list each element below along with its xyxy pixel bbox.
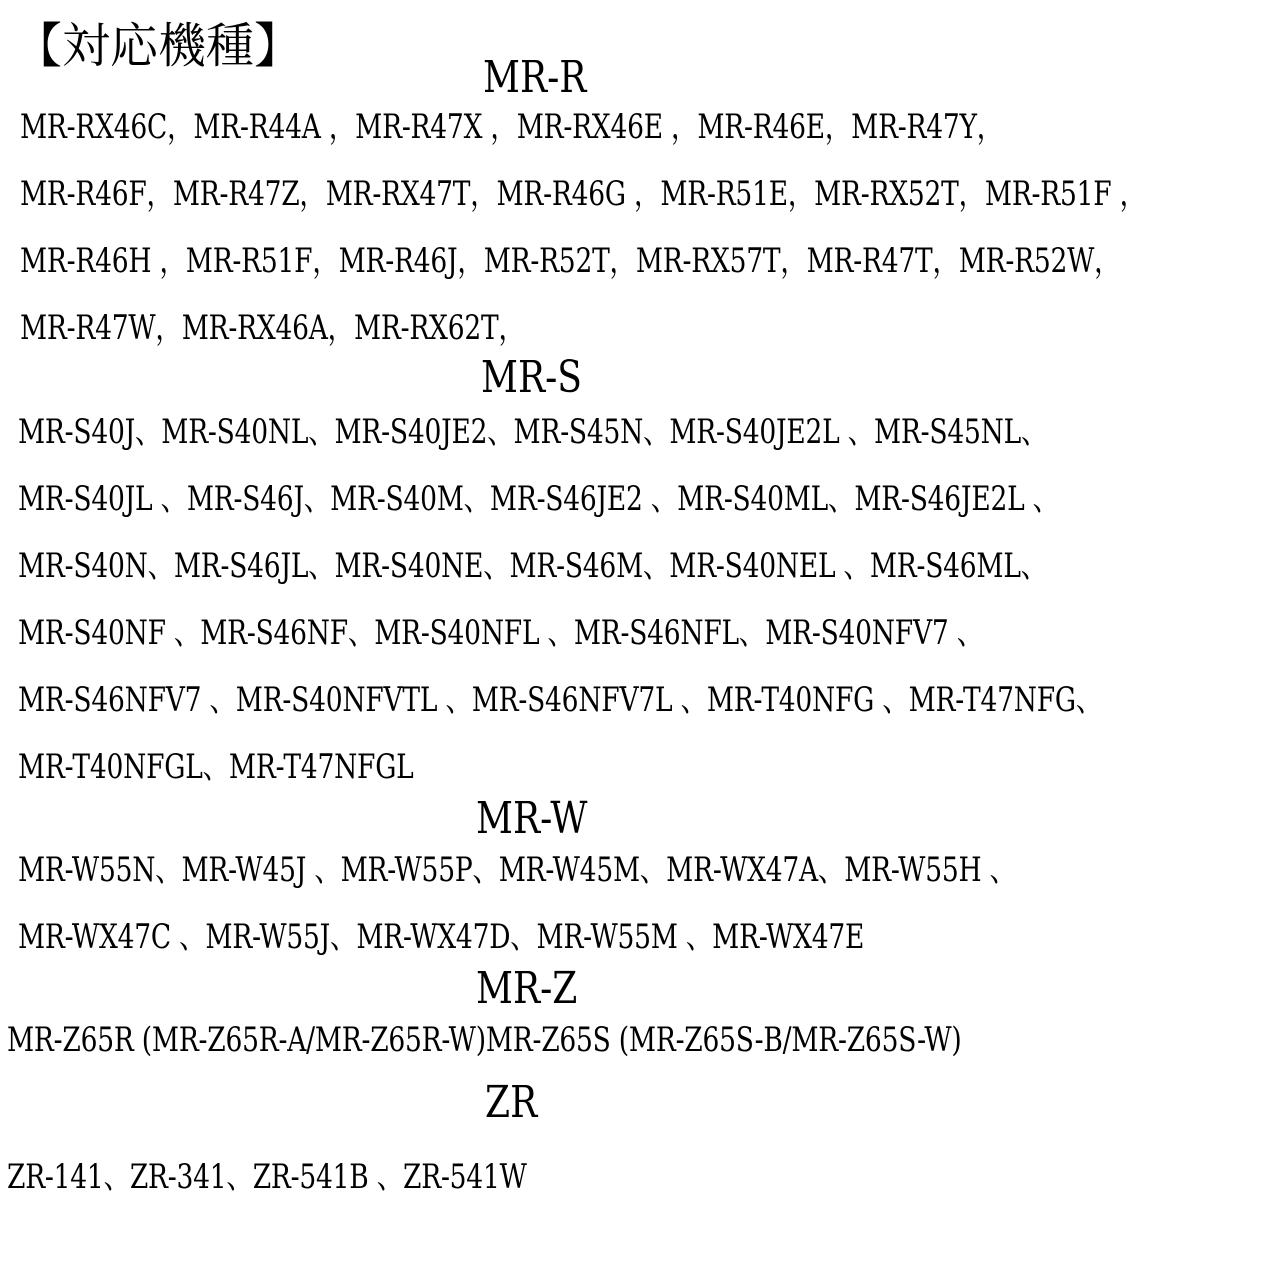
model-line: MR-R46H ，MR-R51F，MR-R46J，MR-R52T，MR-RX57T，MR-R47T，MR-R52W， (20, 241, 1121, 281)
model-line: MR-RX46C，MR-R44A ，MR-R47X ，MR-RX46E ，MR-R46E，MR-R47Y， (20, 107, 1004, 147)
model-line: MR-Z65R (MR-Z65R-A/MR-Z65R-W)MR-Z65S (MR-Z65S-B/MR-Z65S-W) (7, 1020, 962, 1060)
model-line: MR-S40N、MR-S46JL、MR-S40NE、MR-S46M、MR-S40NEL 、MR-S46ML、 (18, 546, 1048, 586)
section-heading-mr-r: MR-R (483, 52, 587, 103)
model-line: MR-S40J、MR-S40NL、MR-S40JE2、MR-S45N、MR-S40JE2L 、MR-S45NL、 (18, 412, 1048, 452)
section-heading-mr-z: MR-Z (476, 963, 578, 1014)
section-heading-mr-s: MR-S (481, 352, 583, 403)
model-line: MR-R47W，MR-RX46A，MR-RX62T， (20, 308, 525, 348)
model-line: MR-R46F，MR-R47Z，MR-RX47T，MR-R46G ，MR-R51E，MR-RX52T，MR-R51F ， (20, 174, 1146, 214)
model-line: MR-W55N、MR-W45J 、MR-W55P、MR-W45M、MR-WX47A、MR-W55H 、 (18, 850, 1016, 890)
section-heading-mr-w: MR-W (476, 793, 588, 844)
model-line: MR-T40NFGL、MR-T47NFGL (18, 747, 414, 787)
section-heading-zr: ZR (485, 1077, 538, 1128)
model-line: ZR-141、ZR-341、ZR-541B 、ZR-541W (7, 1157, 527, 1197)
model-line: MR-S46NFV7 、MR-S40NFVTL 、MR-S46NFV7L 、MR-T40NFG 、MR-T47NFG、 (18, 680, 1103, 720)
model-line: MR-WX47C 、MR-W55J、MR-WX47D、MR-W55M 、MR-WX47E (18, 917, 865, 957)
model-line: MR-S40NF 、MR-S46NF、MR-S40NFL 、MR-S46NFL、MR-S40NFV7 、 (18, 613, 983, 653)
page-title: 【対応機種】 (14, 18, 303, 74)
model-line: MR-S40JL 、MR-S46J、MR-S40M、MR-S46JE2 、MR-S40ML、MR-S46JE2L 、 (18, 479, 1059, 519)
